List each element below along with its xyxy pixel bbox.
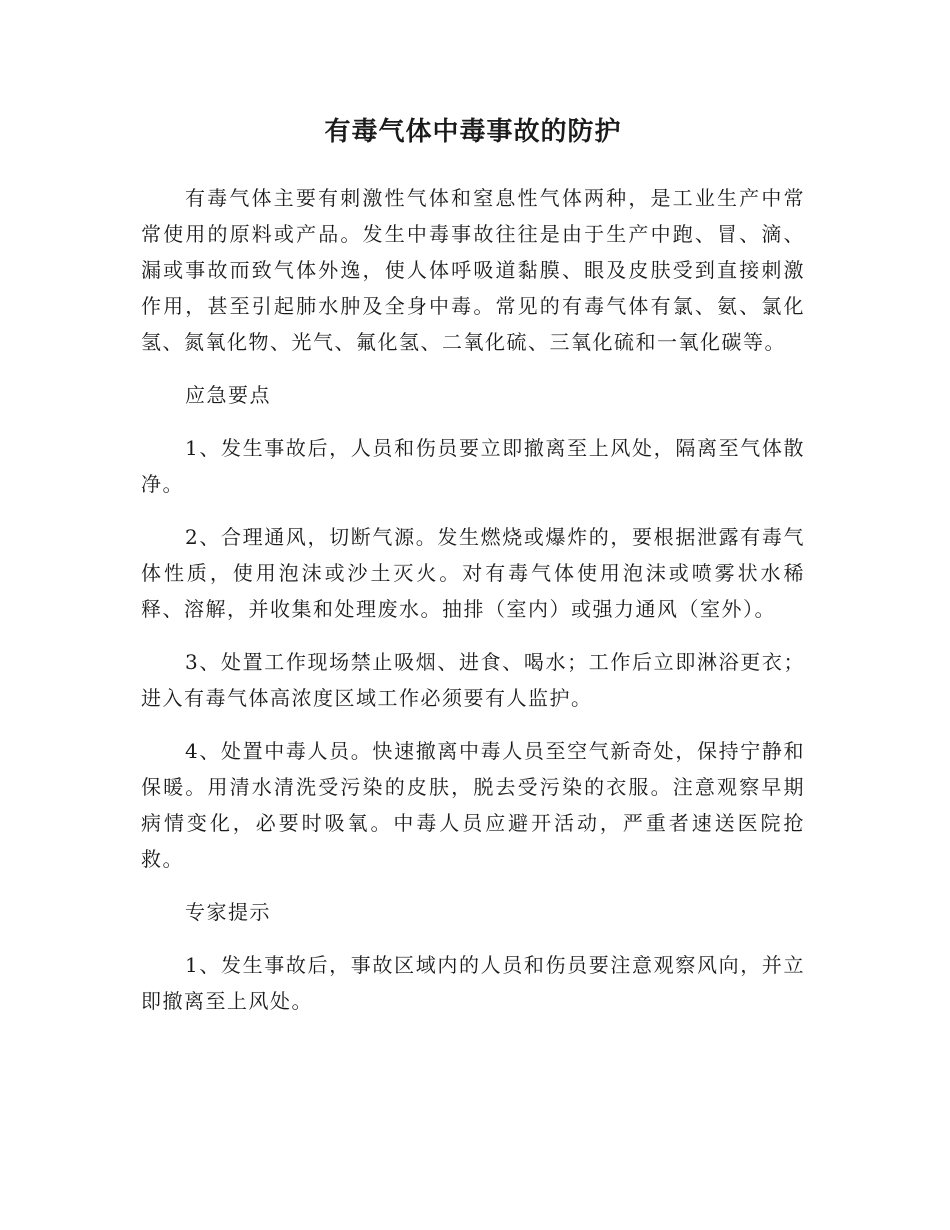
emergency-item-1: 1、发生事故后，人员和伤员要立即撤离至上风处，隔离至气体散净。 bbox=[141, 436, 805, 496]
tips-heading: 专家提示 bbox=[185, 900, 271, 924]
tips-item-1: 1、发生事故后，事故区域内的人员和伤员要注意观察风向，并立即撤离至上风处。 bbox=[141, 953, 805, 1013]
emergency-item-3: 3、处置工作现场禁止吸烟、进食、喝水；工作后立即淋浴更衣；进入有毒气体高浓度区域工作必须要有人监护。 bbox=[141, 650, 805, 710]
emergency-item-2: 2、合理通风，切断气源。发生燃烧或爆炸的，要根据泄露有毒气体性质，使用泡沫或沙土灭火。对有毒气体使用泡沫或喷雾状水稀释、溶解，并收集和处理废水。抽排（室内）或强力通风（室外）。 bbox=[141, 525, 805, 621]
emergency-item-4: 4、处置中毒人员。快速撤离中毒人员至空气新奇处，保持宁静和保暖。用清水清洗受污染的皮肤，脱去受污染的衣服。注意观察早期病情变化，必要时吸氧。中毒人员应避开活动，严重者速送医院抢救。 bbox=[141, 739, 805, 871]
document-title: 有毒气体中毒事故的防护 bbox=[324, 117, 622, 147]
document-body bbox=[141, 112, 805, 1036]
intro-paragraph: 有毒气体主要有刺激性气体和窒息性气体两种，是工业生产中常常使用的原料或产品。发生中毒事故往往是由于生产中跑、冒、滴、漏或事故而致气体外逸，使人体呼吸道黏膜、眼及皮肤受到直接刺激作用，甚至引起肺水肿及全身中毒。常见的有毒气体有氯、氨、氯化氢、氮氧化物、光气、氟化氢、二氧化硫、三氧化硫和一氧化碳等。 bbox=[141, 186, 805, 354]
emergency-heading: 应急要点 bbox=[185, 383, 271, 407]
